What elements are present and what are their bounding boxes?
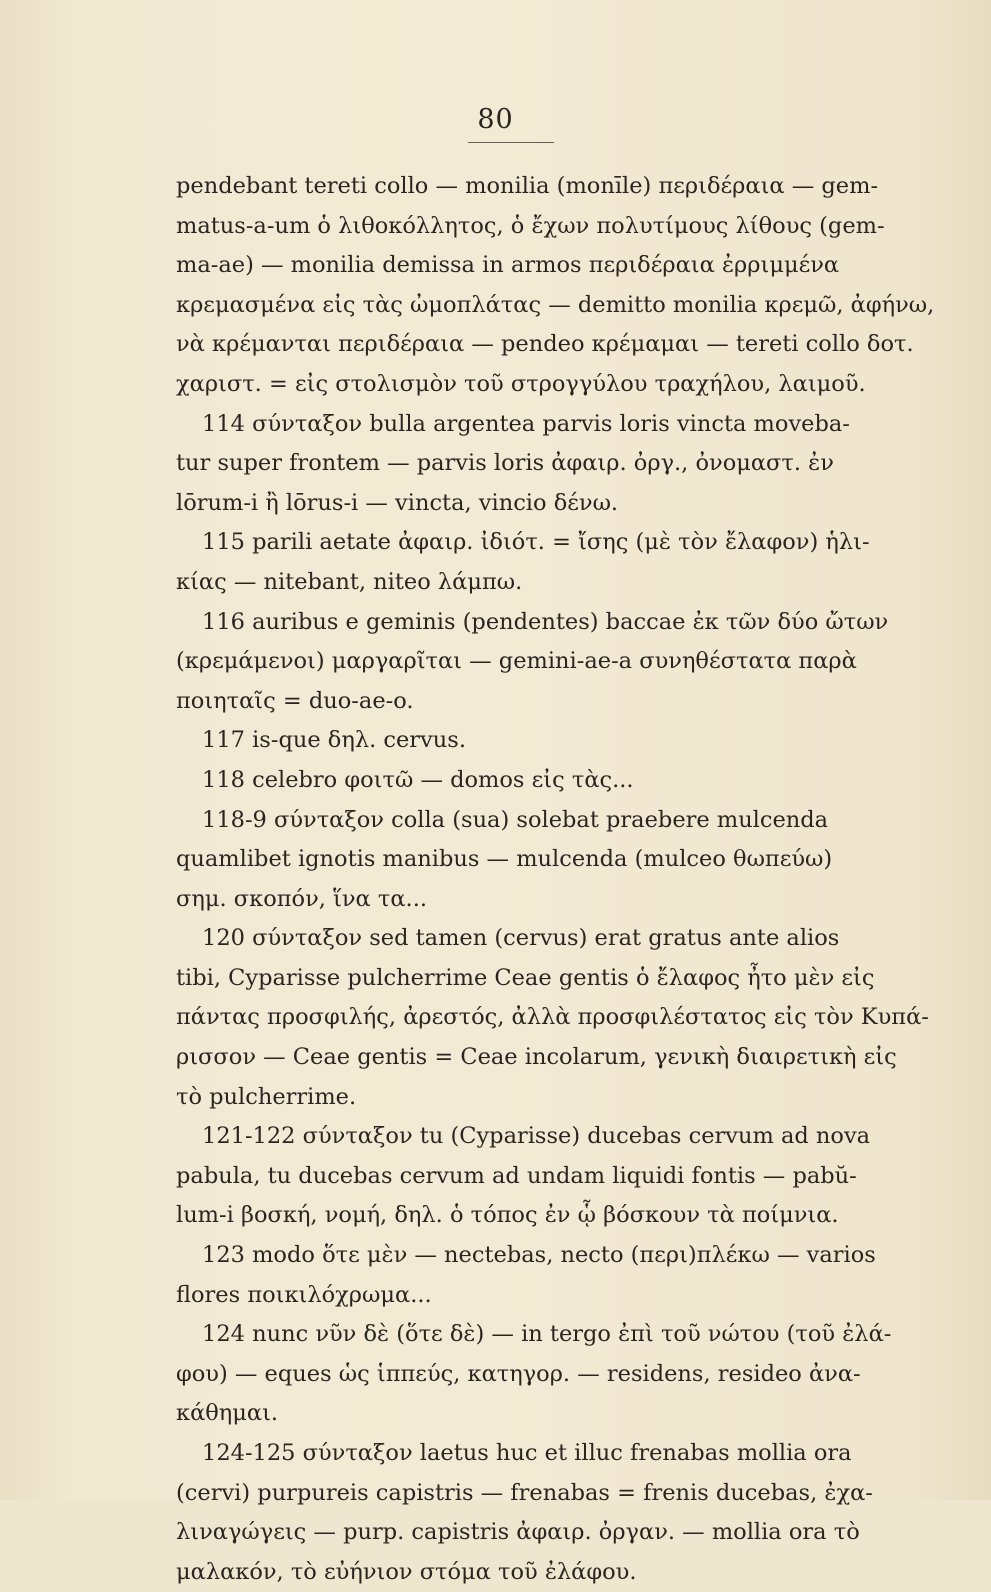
- text-line: lum-i βοσκή, νομή, δηλ. ὁ τόπος ἐν ᾧ βόσκουν τὰ ποίμνια.: [176, 1202, 839, 1229]
- text-line: κρεμασμένα εἰς τὰς ὠμοπλάτας — demitto monilia κρεμῶ, ἀφήνω,: [176, 291, 935, 318]
- text-line: pabula, tu ducebas cervum ad undam liquidi fontis — pabŭ-: [176, 1162, 857, 1189]
- text-line: λιναγώγεις — purp. capistris ἀφαιρ. ὀργαν. — mollia ora τὸ: [176, 1519, 860, 1546]
- text-line: 123 modo ὅτε μὲν — nectebas, necto (περι)πλέκω — varios: [202, 1242, 876, 1269]
- text-line: matus-a-um ὁ λιθοκόλλητος, ὁ ἔχων πολυτίμους λίθους (gem-: [176, 212, 885, 239]
- text-line: κάθημαι.: [176, 1400, 279, 1427]
- text-line: φου) — eques ὡς ἱππεύς, κατηγορ. — residens, resideo ἀνα-: [176, 1360, 861, 1387]
- text-line: 118-9 σύνταξον colla (sua) solebat praebere mulcenda: [202, 806, 829, 833]
- text-line: κίας — nitebant, niteo λάμπω.: [176, 568, 523, 595]
- text-line: ποιηταῖς = duo-ae-o.: [176, 687, 414, 714]
- text-line: χαριστ. = εἰς στολισμὸν τοῦ στρογγύλου τραχήλου, λαιμοῦ.: [176, 370, 866, 397]
- header-rule: [468, 142, 554, 143]
- text-line: 117 is-que δηλ. cervus.: [202, 727, 466, 754]
- text-line: 116 auribus e geminis (pendentes) baccae ἐκ τῶν δύο ὤτων: [202, 608, 889, 635]
- text-line: 118 celebro φοιτῶ — domos εἰς τὰς...: [202, 766, 634, 793]
- text-line: quamlibet ignotis manibus — mulcenda (mulceo θωπεύω): [176, 846, 833, 873]
- text-line: 124-125 σύνταξον laetus huc et illuc frenabas mollia ora: [202, 1440, 852, 1466]
- text-line: ρισσον — Ceae gentis = Ceae incolarum, γενικὴ διαιρετικὴ εἰς: [176, 1044, 897, 1071]
- text-line: 114 σύνταξον bulla argentea parvis loris vincta moveba-: [202, 410, 850, 437]
- text-line: μαλακόν, τὸ εὐήνιον στόμα τοῦ ἐλάφου.: [176, 1558, 637, 1585]
- text-line: 121-122 σύνταξον tu (Cyparisse) ducebas cervum ad nova: [202, 1123, 871, 1150]
- commentary-text: [176, 167, 938, 1592]
- text-line: 120 σύνταξον sed tamen (cervus) erat gratus ante alios: [202, 925, 840, 952]
- text-line: tibi, Cyparisse pulcherrime Ceae gentis ὁ ἔλαφος ἦτο μὲν εἰς: [176, 964, 875, 991]
- page-number: 80: [477, 104, 514, 135]
- text-line: 124 nunc νῦν δὲ (ὅτε δὲ) — in tergo ἐπὶ τοῦ νώτου (τοῦ ἐλά-: [202, 1321, 892, 1348]
- text-line: ma-ae) — monilia demissa in armos περιδέραια ἐρριμμένα: [176, 252, 840, 279]
- text-line: 115 parili aetate ἀφαιρ. ἰδιότ. = ἴσης (μὲ τὸν ἔλαφον) ἡλι-: [202, 529, 870, 556]
- text-line: tur super frontem — parvis loris ἀφαιρ. ὀργ., ὀνομαστ. ἐν: [176, 450, 834, 477]
- text-line: (κρεμάμενοι) μαργαρῖται — gemini-ae-a συνηθέστατα παρὰ: [176, 648, 857, 675]
- text-line: (cervi) purpureis capistris — frenabas = frenis ducebas, ἐχα-: [176, 1479, 873, 1506]
- text-line: lōrum-i ἢ lōrus-i — vincta, vincio δένω.: [176, 489, 619, 516]
- text-line: pendebant tereti collo — monilia (monīle) περιδέραια — gem-: [176, 173, 879, 199]
- text-line: flores ποικιλόχρωμα...: [176, 1281, 432, 1308]
- text-line: τὸ pulcherrime.: [176, 1083, 357, 1110]
- text-line: πάντας προσφιλής, ἀρεστός, ἀλλὰ προσφιλέστατος εἰς τὸν Κυπά-: [176, 1004, 929, 1031]
- text-line: νὰ κρέμανται περιδέραια — pendeo κρέμαμαι — tereti collo δοτ.: [176, 331, 914, 358]
- text-line: σημ. σκοπόν, ἵνα τα...: [176, 885, 427, 912]
